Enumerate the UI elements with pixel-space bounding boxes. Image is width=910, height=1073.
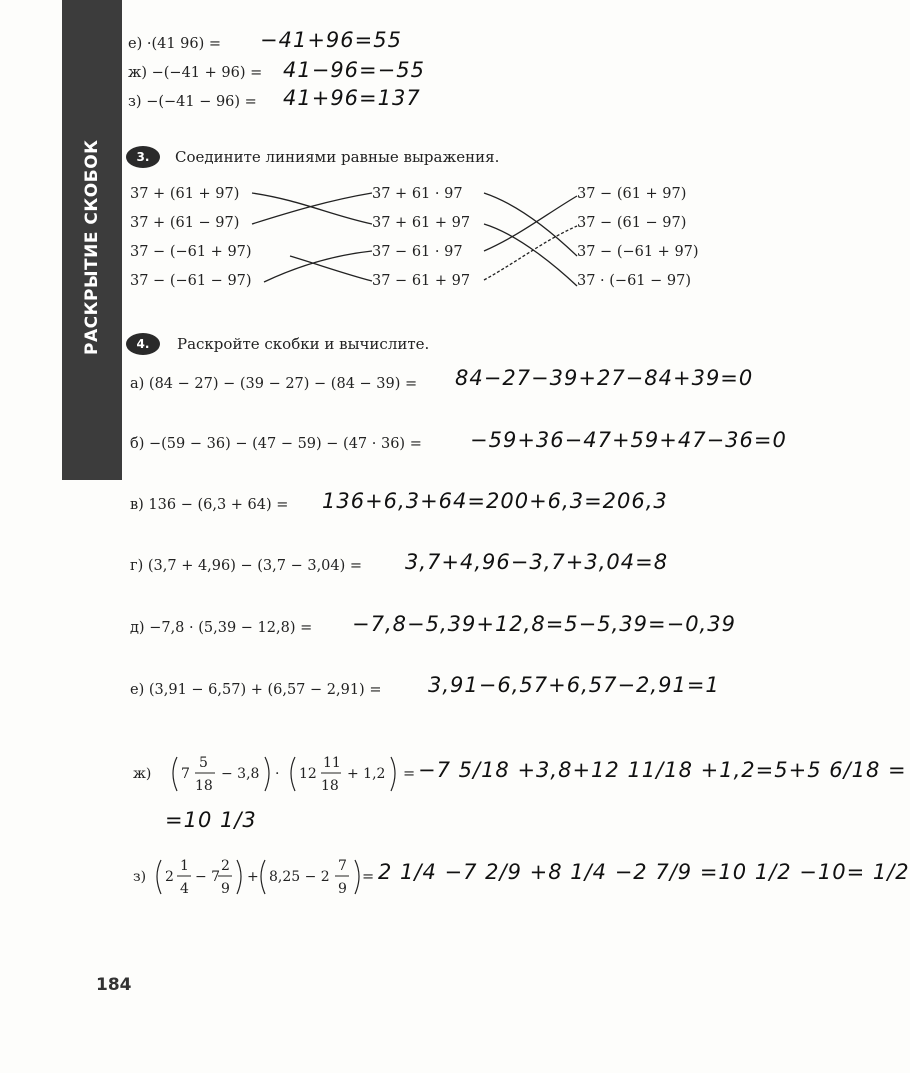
answer-handwritten: −7,8−5,39+12,8=5−5,39=−0,39 — [352, 612, 736, 636]
expression: 37 − (−61 + 97) — [577, 244, 699, 260]
exercise-v: в) 136 − (6,3 + 64) = — [130, 497, 289, 513]
match-line — [484, 193, 577, 256]
task-number-badge: 4. — [126, 333, 160, 355]
expression: 37 − 61 · 97 — [372, 244, 463, 260]
denominator: 9 — [338, 881, 347, 897]
denominator: 4 — [180, 881, 189, 897]
match-line — [484, 226, 577, 280]
expression: 37 − 61 + 97 — [372, 273, 471, 289]
page-number: 184 — [96, 975, 132, 995]
expression: 37 + 61 · 97 — [372, 186, 463, 202]
answer-handwritten: 2 1/4 −7 2/9 +8 1/4 −2 7/9 =10 1/2 −10= 1/2 — [378, 860, 910, 884]
equals-sign: = — [403, 766, 416, 782]
term: − 7 — [195, 869, 221, 885]
exercise-g: г) (3,7 + 4,96) − (3,7 − 3,04) = — [130, 558, 363, 574]
answer-handwritten: 136+6,3+64=200+6,3=206,3 — [322, 489, 668, 513]
exercise-a: а) (84 − 27) − (39 − 27) − (84 − 39) = — [130, 376, 418, 392]
match-line — [264, 251, 372, 282]
answer-handwritten: −41+96=55 — [260, 28, 402, 52]
answer-handwritten: 3,91−6,57+6,57−2,91=1 — [428, 673, 720, 697]
expression: 37 − (−61 + 97) — [130, 244, 252, 260]
expression: 37 + 61 + 97 — [372, 215, 471, 231]
equals-sign: = — [362, 869, 375, 885]
match-line — [252, 193, 372, 224]
expression: 37 + (61 + 97) — [130, 186, 240, 202]
item-expression: −(−41 − 96) = — [146, 94, 257, 110]
exercise-d: д) −7,8 · (5,39 − 12,8) = — [130, 620, 313, 636]
task-title: Соедините линиями равные выражения. — [175, 148, 500, 166]
numerator: 11 — [323, 755, 341, 771]
whole-part: 12 — [299, 766, 317, 782]
answer-handwritten: 3,7+4,96−3,7+3,04=8 — [405, 550, 669, 574]
term: + 1,2 — [347, 766, 386, 782]
task-title: Раскройте скобки и вычислите. — [177, 335, 430, 353]
denominator: 18 — [321, 778, 339, 794]
numerator: 5 — [199, 755, 208, 771]
item-label: ж) — [133, 766, 152, 782]
numerator: 1 — [180, 858, 189, 874]
numerator: 7 — [338, 858, 347, 874]
exercise-zh — [125, 745, 405, 801]
expression: 37 − (−61 − 97) — [130, 273, 252, 289]
task-number-badge: 3. — [126, 146, 160, 168]
item-expression: ·(41 96) = — [146, 36, 222, 52]
expression: 37 + (61 − 97) — [130, 215, 240, 231]
denominator: 18 — [195, 778, 213, 794]
operator: + — [247, 869, 259, 885]
expression: 37 · (−61 − 97) — [577, 273, 692, 289]
answer-handwritten: −7 5/18 +3,8+12 11/18 +1,2=5+5 6/18 = — [418, 758, 907, 782]
item-label: ж) — [128, 65, 147, 81]
answer-handwritten: 41−96=−55 — [283, 58, 425, 82]
match-line — [290, 256, 372, 281]
denominator: 9 — [221, 881, 230, 897]
answer-handwritten: 41+96=137 — [283, 86, 421, 110]
item-expression: −(−41 + 96) = — [151, 65, 263, 81]
term: 8,25 − 2 — [269, 869, 330, 885]
sidebar-title: РАСКРЫТИЕ СКОБОК — [82, 139, 102, 355]
item-label: е) — [128, 36, 143, 52]
numerator: 2 — [221, 858, 230, 874]
expression: 37 − (61 + 97) — [577, 186, 687, 202]
whole-part: 7 — [181, 766, 190, 782]
item-label: з) — [128, 94, 142, 110]
exercise-e: е) (3,91 − 6,57) + (6,57 − 2,91) = — [130, 682, 382, 698]
answer-handwritten: =10 1/3 — [165, 808, 257, 832]
term: − 3,8 — [221, 766, 260, 782]
exercise-b: б) −(59 − 36) − (47 − 59) − (47 · 36) = — [130, 436, 422, 452]
item-label: з) — [133, 869, 147, 885]
operator: · — [275, 766, 280, 782]
answer-handwritten: −59+36−47+59+47−36=0 — [470, 428, 787, 452]
whole-part: 2 — [165, 869, 174, 885]
expression: 37 − (61 − 97) — [577, 215, 687, 231]
exercise-z — [125, 848, 365, 904]
answer-handwritten: 84−27−39+27−84+39=0 — [455, 366, 754, 390]
